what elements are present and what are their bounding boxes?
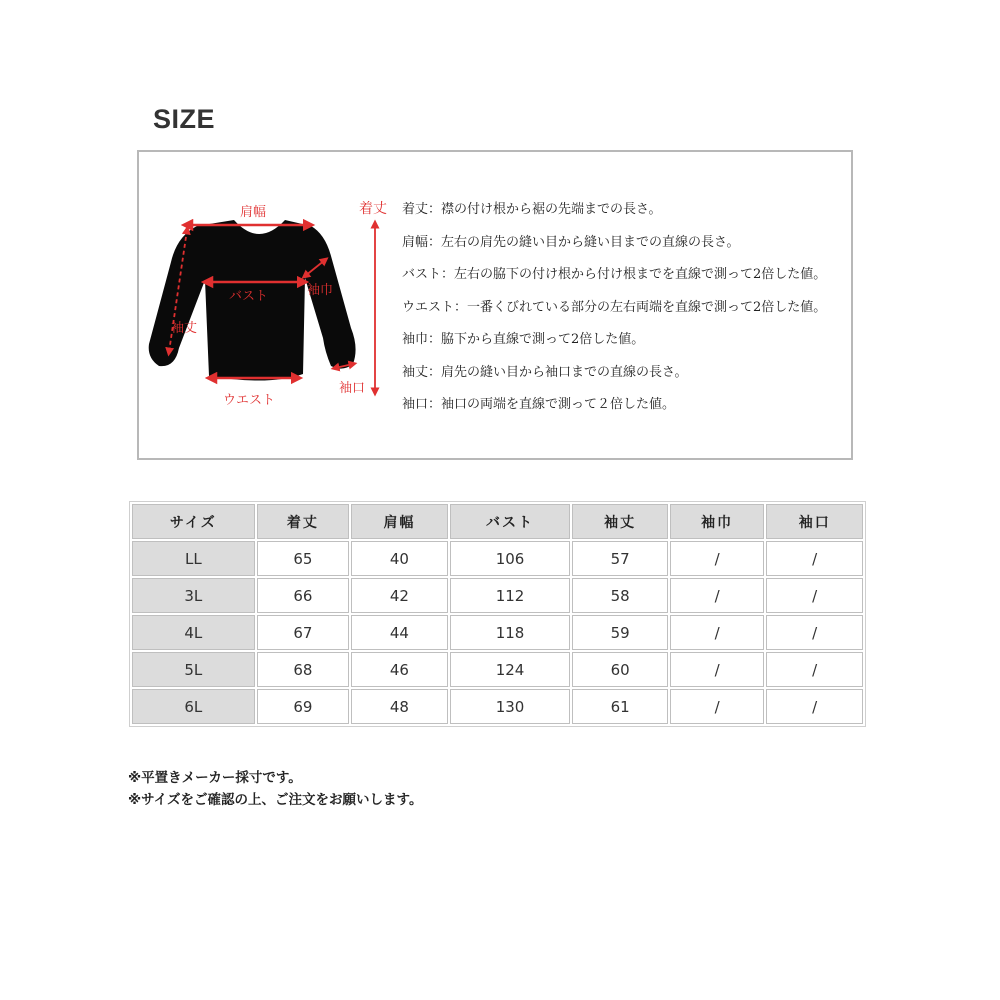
- label-length: 着丈: [359, 201, 387, 217]
- table-cell: 66: [257, 578, 350, 613]
- definition-item: [402, 298, 826, 331]
- table-cell: /: [670, 615, 765, 650]
- measurement-guide: [137, 150, 853, 460]
- definition-item: [402, 233, 826, 266]
- note-measurement: ※平置きメーカー採寸です。: [128, 770, 302, 786]
- table-cell: 61: [572, 689, 668, 724]
- table-row: [132, 578, 863, 613]
- definition-text: 肩先の縫い目から袖口までの直線の長さ。: [441, 364, 688, 380]
- table-cell: 69: [257, 689, 350, 724]
- definition-term: 着丈 ：: [402, 202, 441, 217]
- table-cell: 57: [572, 541, 668, 576]
- definition-list: [402, 200, 826, 428]
- garment-diagram: [139, 152, 399, 458]
- header-length: 着丈: [257, 504, 350, 539]
- size-cell: 3L: [132, 578, 255, 613]
- definition-item: [402, 265, 826, 298]
- label-sleeve-width: 袖巾: [307, 283, 334, 298]
- size-cell: 5L: [132, 652, 255, 687]
- table-cell: 106: [450, 541, 571, 576]
- table-cell: /: [670, 652, 765, 687]
- definition-term: 袖巾 ：: [402, 332, 441, 347]
- table-cell: /: [766, 652, 863, 687]
- note-confirm: ※サイズをご確認の上、ご注文をお願いします。: [128, 792, 423, 808]
- page-title: SIZE: [153, 104, 216, 134]
- table-cell: /: [670, 541, 765, 576]
- definition-item: [402, 395, 826, 428]
- table-cell: 67: [257, 615, 350, 650]
- table-cell: 124: [450, 652, 571, 687]
- size-table: [129, 501, 866, 727]
- size-cell: LL: [132, 541, 255, 576]
- definition-item: [402, 363, 826, 396]
- table-row: [132, 615, 863, 650]
- table-cell: /: [670, 689, 765, 724]
- definition-term: 袖丈 ：: [402, 365, 441, 380]
- header-cuff: 袖口: [766, 504, 863, 539]
- table-cell: 112: [450, 578, 571, 613]
- table-cell: 42: [351, 578, 448, 613]
- definition-item: [402, 330, 826, 363]
- definition-item: [402, 200, 826, 233]
- definition-text: 脇下から直線で測って2倍した値。: [441, 332, 645, 347]
- size-cell: 6L: [132, 689, 255, 724]
- table-cell: 40: [351, 541, 448, 576]
- table-cell: /: [670, 578, 765, 613]
- definition-term: ウエスト ：: [402, 300, 467, 315]
- table-cell: 44: [351, 615, 448, 650]
- label-waist: ウエスト: [223, 393, 276, 408]
- label-shoulder: 肩幅: [240, 205, 267, 220]
- table-row: [132, 689, 863, 724]
- table-cell: 65: [257, 541, 350, 576]
- header-shoulder: 肩幅: [351, 504, 448, 539]
- header-bust: バスト: [450, 504, 571, 539]
- label-sleeve-length: 袖丈: [171, 321, 198, 336]
- table-cell: 130: [450, 689, 571, 724]
- header-size: サイズ: [132, 504, 255, 539]
- definition-term: バスト ：: [402, 267, 454, 282]
- definition-term: 袖口 ：: [402, 397, 441, 412]
- size-cell: 4L: [132, 615, 255, 650]
- label-cuff: 袖口: [339, 381, 366, 396]
- table-cell: 118: [450, 615, 571, 650]
- table-cell: 58: [572, 578, 668, 613]
- definition-text: 襟の付け根から裾の先端までの長さ。: [441, 202, 662, 217]
- header-sleeve-width: 袖巾: [670, 504, 765, 539]
- definition-text: 左右の脇下の付け根から付け根までを直線で測って2倍した値。: [454, 267, 827, 282]
- table-cell: 48: [351, 689, 448, 724]
- notes: [128, 767, 422, 811]
- label-bust: バスト: [229, 289, 269, 304]
- table-cell: /: [766, 578, 863, 613]
- table-row: [132, 652, 863, 687]
- table-cell: /: [766, 541, 863, 576]
- header-sleeve-length: 袖丈: [572, 504, 668, 539]
- table-cell: /: [766, 689, 863, 724]
- table-cell: 60: [572, 652, 668, 687]
- table-cell: /: [766, 615, 863, 650]
- table-cell: 46: [351, 652, 448, 687]
- table-header-row: [132, 504, 863, 539]
- definition-text: 左右の肩先の縫い目から縫い目までの直線の長さ。: [441, 234, 740, 250]
- definition-term: 肩幅 ：: [402, 235, 441, 250]
- definition-text: 袖口の両端を直線で測って２倍した値。: [441, 397, 676, 412]
- definition-text: 一番くびれている部分の左右両端を直線で測って2倍した値。: [467, 299, 827, 315]
- table-cell: 68: [257, 652, 350, 687]
- table-row: [132, 541, 863, 576]
- table-cell: 59: [572, 615, 668, 650]
